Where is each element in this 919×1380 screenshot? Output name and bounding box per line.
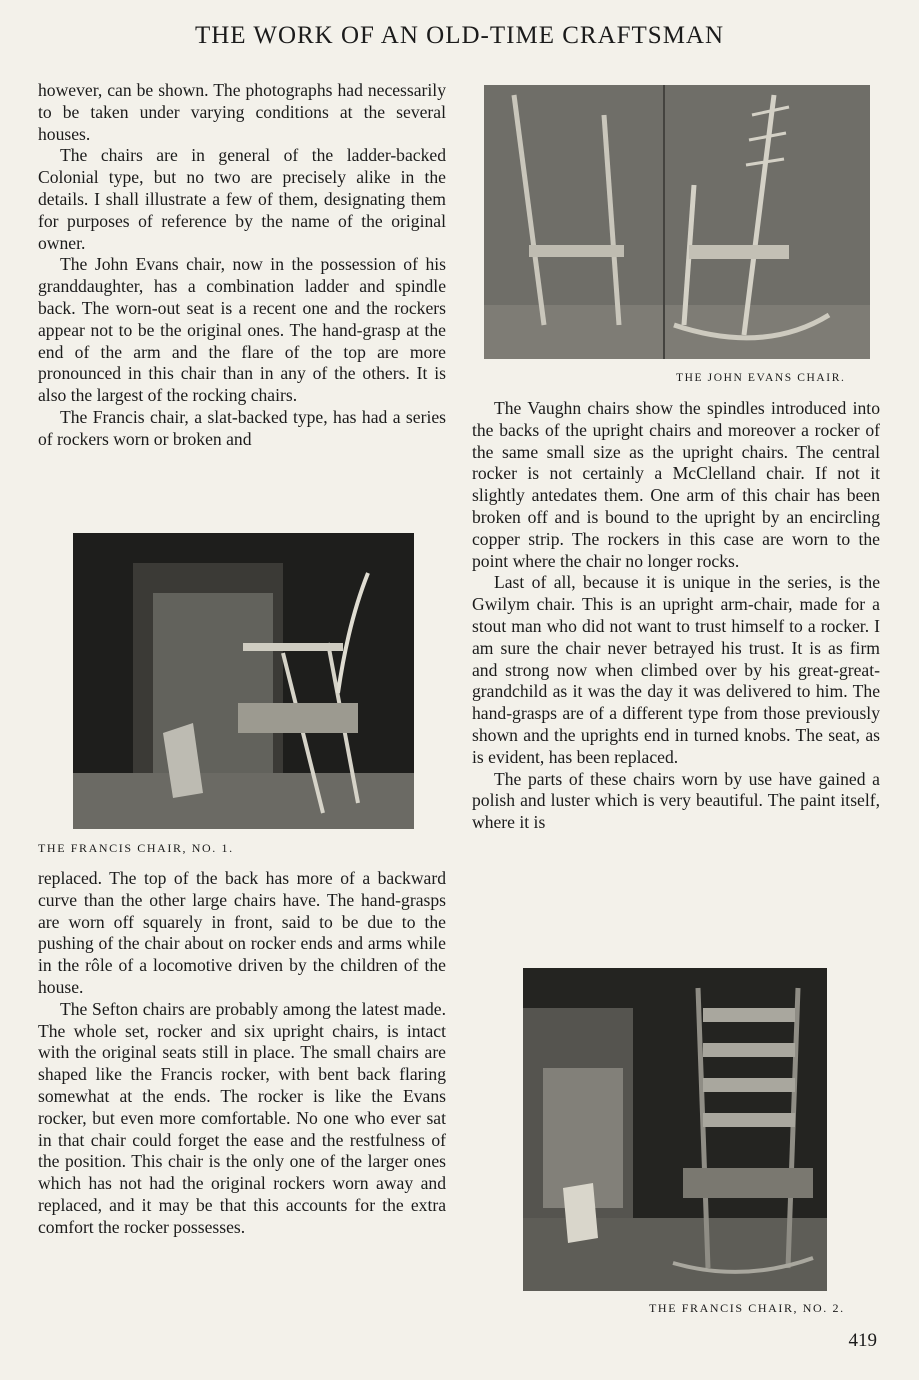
paragraph: Last of all, because it is unique in the series, is the Gwilym chair. This is an upright arm-chair, made for a stout man who did not want to trust himself to a rocker. I am sure the chair never betrayed his trust. It is as firm and strong now when climbed over by his great-great-grandchild as it was the day it was delivered to him. The hand-grasps are of a different type from those previously shown and the uprights end in turned knobs. The seat, as is evident, has been replaced.	[472, 572, 880, 767]
left-column-bottom	[38, 868, 446, 1239]
right-column	[472, 398, 880, 834]
francis-chair-1-photo	[73, 533, 414, 829]
caption-francis-2: THE FRANCIS CHAIR, NO. 2.	[649, 1301, 845, 1315]
page-number: 419	[848, 1330, 877, 1351]
paragraph: The Sefton chairs are probably among the latest made. The whole set, rocker and six upright chairs, is intact with the original seats still in place. The small chairs are shaped like the Francis rocker, with bent back flaring somewhat at the ends. The rocker is like the Evans rocker, but even more comfortable. No one who ever sat in that chair could forget the ease and the restfulness of the position. This chair is the only one of the larger ones which has not had the original rockers worn away and replaced, and it may be that this accounts for the extra comfort the rocker possesses.	[38, 998, 446, 1237]
caption-francis-1: THE FRANCIS CHAIR, NO. 1.	[38, 841, 234, 855]
paragraph: however, can be shown. The photographs had necessarily to be taken under varying conditions at the several houses.	[38, 80, 446, 144]
francis-chair-2-photo	[523, 968, 827, 1291]
paragraph: The parts of these chairs worn by use have gained a polish and luster which is very beautiful. The paint itself, where it is	[472, 768, 880, 833]
left-column-top	[38, 80, 446, 451]
john-evans-chair-photo	[484, 85, 870, 359]
paragraph: The John Evans chair, now in the possession of his granddaughter, has a combination ladder and spindle back. The worn-out seat is a recent one and the rockers appear not to be the original ones. The hand-grasp at the end of the arm and the flare of the top are more pronounced in this chair than in any of the others. It is also the largest of the rocking chairs.	[38, 254, 446, 406]
paragraph: replaced. The top of the back has more of a backward curve than the other large chairs have. The hand-grasps are worn off squarely in front, said to be due to the pushing of the chair about on rocker ends and arms while in the rôle of a locomotive driven by the children of the house.	[38, 868, 446, 997]
paragraph: The Francis chair, a slat-backed type, has had a series of rockers worn or broken and	[38, 406, 446, 449]
caption-john-evans: THE JOHN EVANS CHAIR.	[676, 372, 846, 384]
running-head: THE WORK OF AN OLD-TIME CRAFTSMAN	[194, 22, 725, 49]
paragraph: The Vaughn chairs show the spindles introduced into the backs of the upright chairs and moreover a rocker of the same small size as the upright chairs. The central rocker is not certainly a McClelland chair. If not it slightly antedates them. One arm of this chair has been broken off and is bound to the upright by an encircling copper strip. The rockers in this case are worn to the point where the chair no longer rocks.	[472, 398, 880, 571]
paragraph: The chairs are in general of the ladder-backed Colonial type, but no two are precisely alike in the details. I shall illustrate a few of them, designating them for purposes of reference by the name of the original owner.	[38, 145, 446, 253]
